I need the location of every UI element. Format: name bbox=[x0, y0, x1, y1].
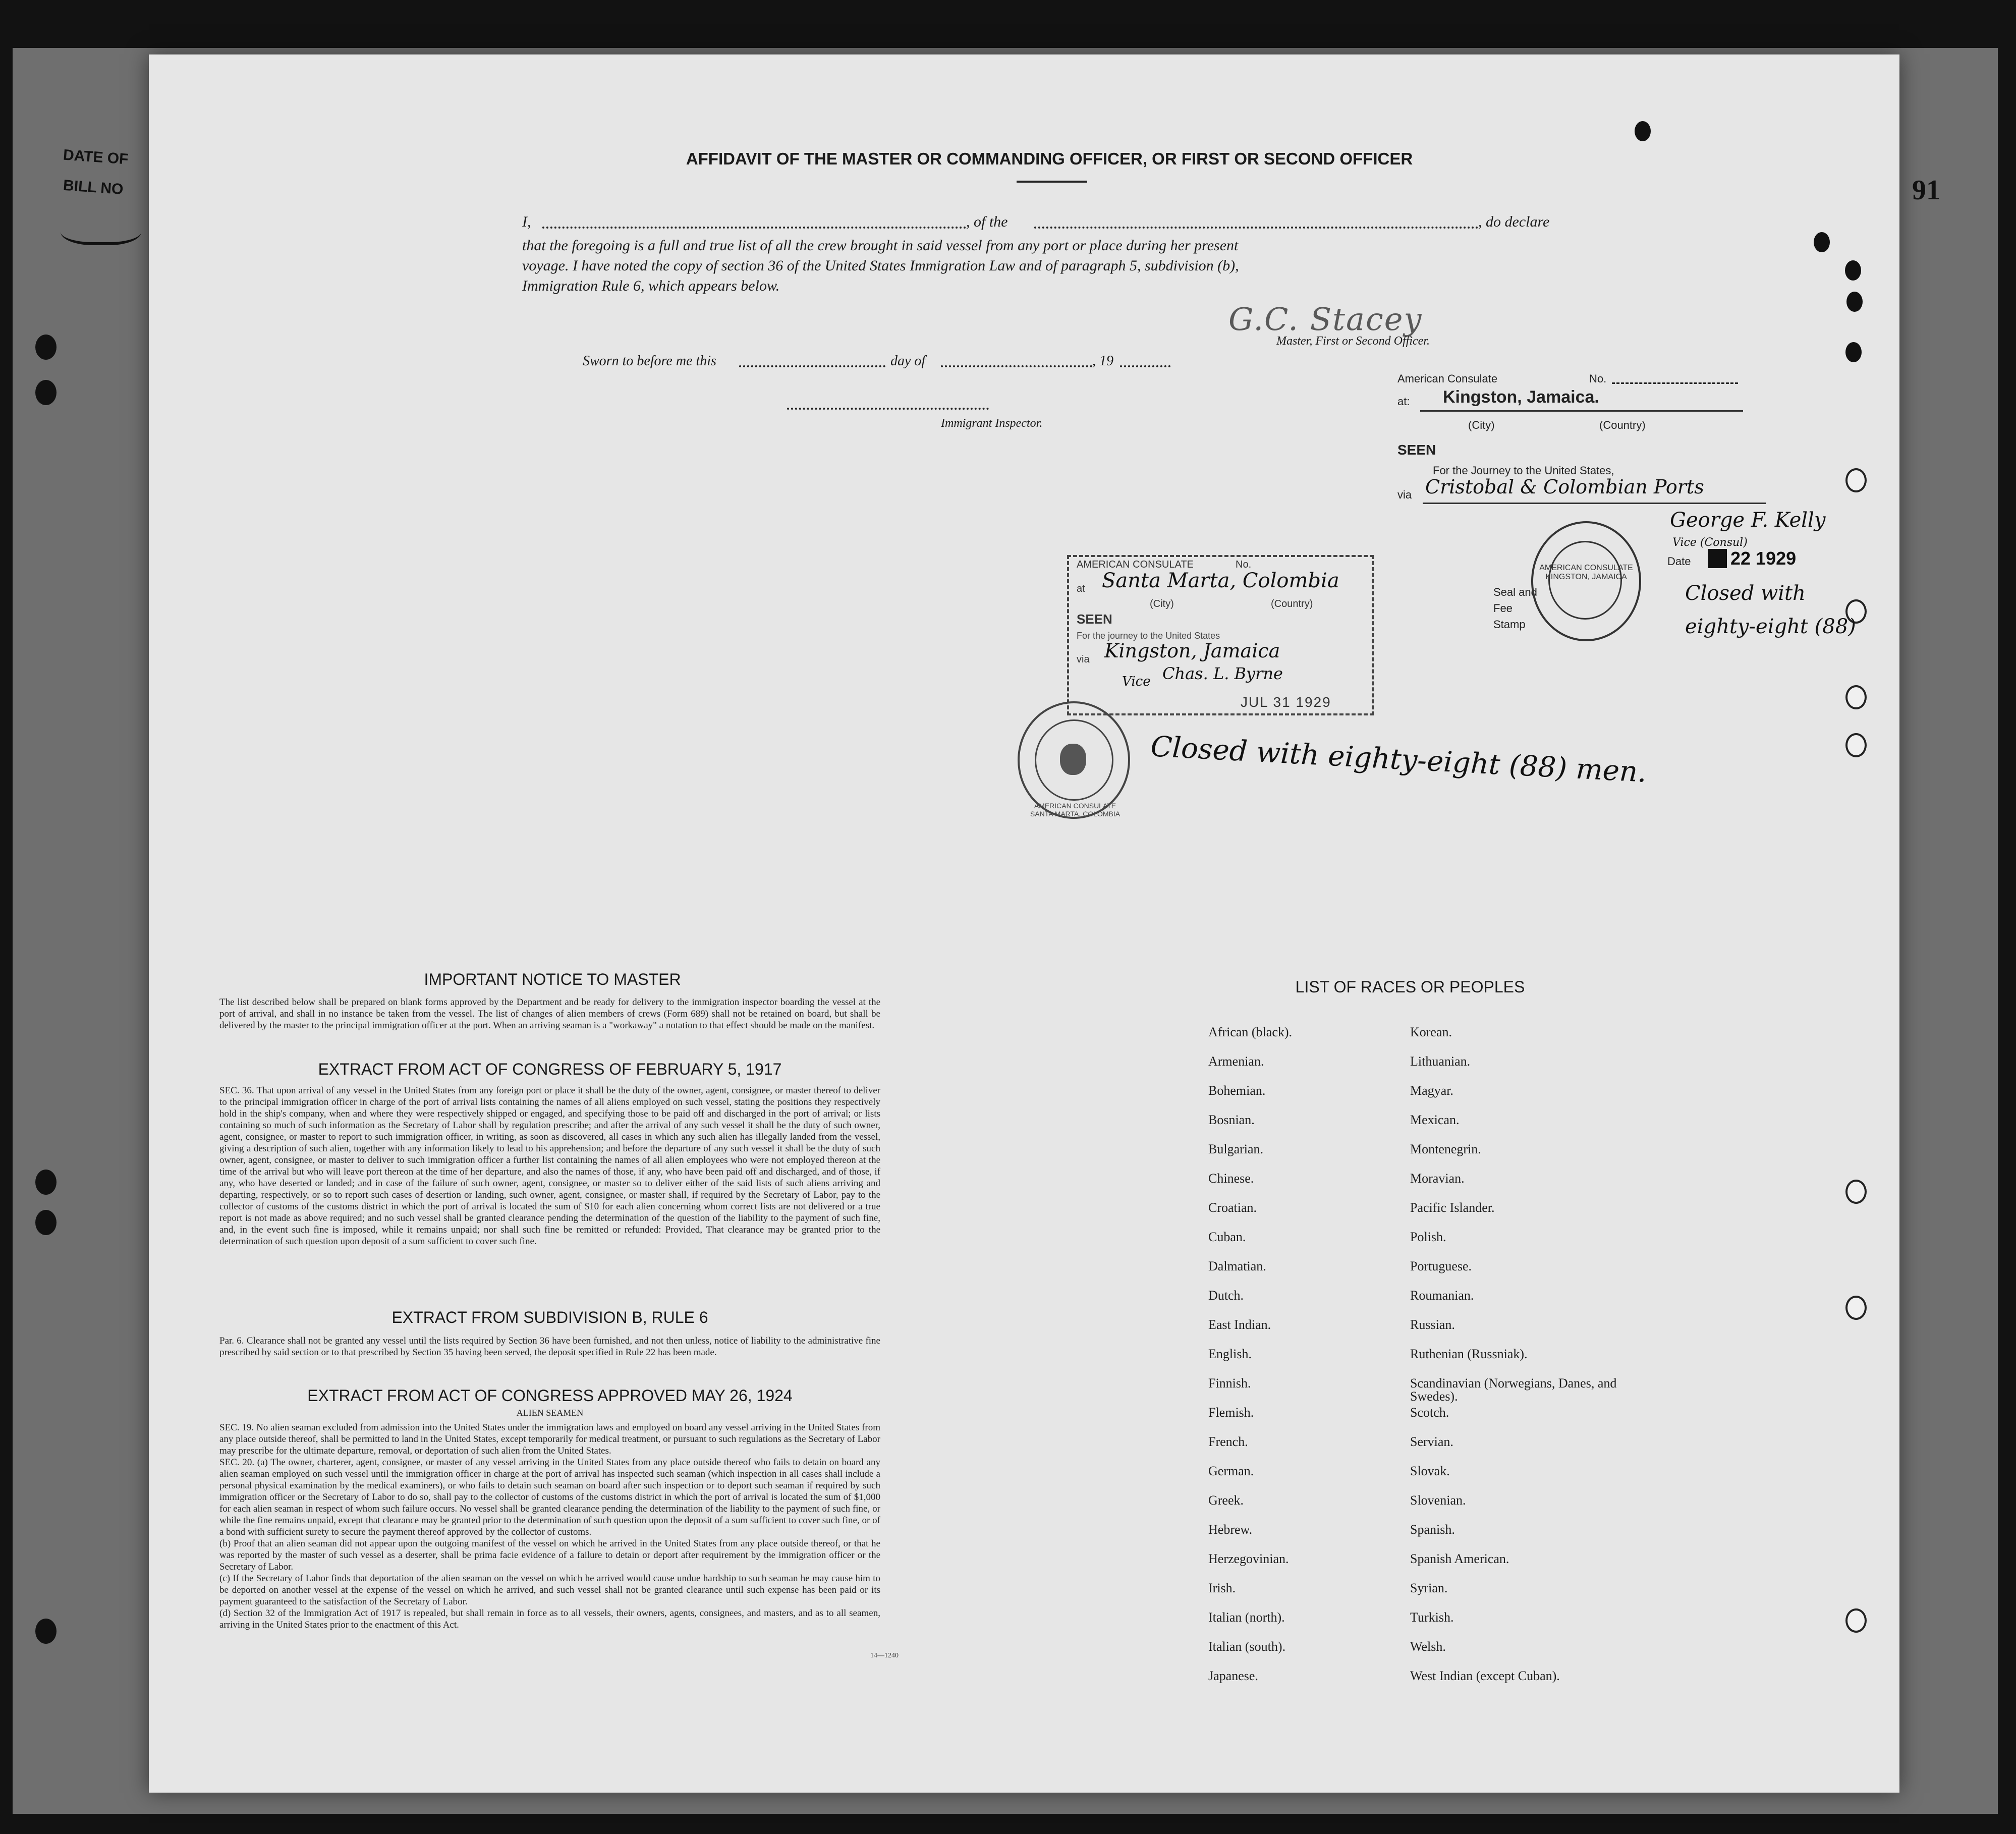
race-entry: Montenegrin. bbox=[1410, 1142, 1481, 1156]
affidavit-line-3: voyage. I have noted the copy of section 36 of the United States Immigration Law and of paragraph 5, subdivision (b), bbox=[522, 257, 1239, 274]
extract-1917-title: EXTRACT FROM ACT OF CONGRESS OF FEBRUARY 5, 1917 bbox=[318, 1060, 782, 1078]
extract-1924-sec20d: (d) Section 32 of the Immigration Act of 1917 is repealed, but shall remain in force as to all vessels, their owners, agents, consignees, and masters, and as to all seamen, arriving in the United States prior to the enactment of this Act. bbox=[219, 1608, 880, 1630]
kingston-place-rule bbox=[1420, 410, 1743, 412]
kingston-via-route: Cristobal & Colombian Ports bbox=[1425, 476, 1704, 498]
race-entry: Welsh. bbox=[1410, 1639, 1446, 1654]
santa-marta-no: No. bbox=[1236, 559, 1252, 570]
kingston-no-blank bbox=[1612, 382, 1738, 384]
binder-ring bbox=[1845, 1296, 1867, 1320]
binder-hole bbox=[1845, 342, 1862, 362]
race-entry: Polish. bbox=[1410, 1230, 1446, 1244]
extract-1924-sec20c: (c) If the Secretary of Labor finds that deportation of the alien seaman on the vessel on which he arrived would cause undue hardship to such seaman he may cause him to be deported on another vessel at the expense of the vessel on which he arrived, and such vessel shall not be granted clearance until such expense has been paid or its payment guaranteed to the satisfaction of the Secretary of Labor. bbox=[219, 1573, 880, 1607]
kingston-seal-text: AMERICAN CONSULATE KINGSTON, JAMAICA bbox=[1539, 564, 1633, 581]
kingston-date-value: 22 1929 bbox=[1730, 548, 1797, 569]
race-entry: Cuban. bbox=[1208, 1230, 1246, 1244]
margin-bill-no: BILL NO bbox=[63, 177, 124, 198]
race-entry: Scandinavian (Norwegians, Danes, and Swedes). bbox=[1410, 1376, 1617, 1404]
sworn-line bbox=[583, 353, 1218, 373]
santa-marta-seal-eagle bbox=[1060, 744, 1086, 775]
santa-marta-journey: For the journey to the United States bbox=[1077, 631, 1220, 641]
binder-hole bbox=[35, 1619, 57, 1644]
vessel-name-blank bbox=[1034, 227, 1478, 229]
sworn-day-label: day of bbox=[890, 353, 926, 369]
binder-hole bbox=[35, 335, 57, 360]
manifest-page bbox=[149, 54, 1899, 1793]
race-entry: Dutch. bbox=[1208, 1288, 1244, 1303]
race-entry: Japanese. bbox=[1208, 1669, 1258, 1683]
race-entry: Italian (north). bbox=[1208, 1610, 1285, 1625]
sworn-day-blank bbox=[739, 365, 885, 367]
sworn-prefix: Sworn to before me this bbox=[583, 353, 716, 369]
race-entry: Bulgarian. bbox=[1208, 1142, 1264, 1156]
race-entry: African (black). bbox=[1208, 1025, 1293, 1039]
races-title: LIST OF RACES OR PEOPLES bbox=[1295, 978, 1525, 996]
races-column-1 bbox=[1208, 1026, 1400, 1699]
line1-mid: , of the bbox=[966, 213, 1008, 230]
kingston-at: at: bbox=[1397, 395, 1410, 408]
race-entry: Croatian. bbox=[1208, 1200, 1257, 1215]
signature-caption: Master, First or Second Officer. bbox=[1276, 335, 1430, 348]
santa-marta-consul-signature: Chas. L. Byrne bbox=[1162, 664, 1283, 683]
santa-marta-consulate-seal bbox=[1018, 701, 1130, 819]
page-number: 91 bbox=[1912, 175, 1940, 206]
santa-marta-closed-note: Closed with eighty-eight (88) men. bbox=[1149, 730, 1648, 789]
santa-marta-american-consulate: AMERICAN CONSULATE bbox=[1077, 559, 1194, 570]
master-signature: G.C. Stacey bbox=[1228, 301, 1423, 338]
race-entry: Mexican. bbox=[1410, 1113, 1460, 1127]
extract-1924-sec20b: (b) Proof that an alien seaman did not appear upon the outgoing manifest of the vessel on which he arrived in the United States from any place outside thereof, or that he was reported by the master of such vessel as a deserter, shall be prima facie evidence of a failure to detain or deport after requirement by the immigration officer or the Secretary of Labor. bbox=[219, 1538, 880, 1572]
race-entry: Bosnian. bbox=[1208, 1113, 1255, 1127]
race-entry: Korean. bbox=[1410, 1025, 1452, 1039]
race-entry: Armenian. bbox=[1208, 1054, 1264, 1069]
race-entry: Scotch. bbox=[1410, 1405, 1449, 1420]
race-entry: Lithuanian. bbox=[1410, 1054, 1471, 1069]
race-entry: French. bbox=[1208, 1434, 1248, 1449]
santa-marta-date-stamp: JUL 31 1929 bbox=[1241, 694, 1331, 710]
kingston-via: via bbox=[1397, 488, 1412, 501]
race-entry: Slovak. bbox=[1410, 1464, 1450, 1478]
form-number: 14—1240 bbox=[870, 1652, 899, 1659]
race-entry: Roumanian. bbox=[1410, 1288, 1474, 1303]
race-entry: Herzegovinian. bbox=[1208, 1551, 1289, 1566]
race-entry: Chinese. bbox=[1208, 1171, 1254, 1186]
race-entry: Bohemian. bbox=[1208, 1083, 1266, 1098]
extract-rule6-title: EXTRACT FROM SUBDIVISION B, RULE 6 bbox=[391, 1308, 708, 1326]
declarant-name-blank bbox=[542, 227, 966, 229]
santa-marta-via: via bbox=[1077, 654, 1090, 665]
race-entry: Pacific Islander. bbox=[1410, 1200, 1495, 1215]
kingston-date-label: Date bbox=[1667, 555, 1691, 568]
race-entry: Greek. bbox=[1208, 1493, 1244, 1508]
race-entry: Moravian. bbox=[1410, 1171, 1465, 1186]
race-entry: Portuguese. bbox=[1410, 1259, 1472, 1273]
extract-1924-title: EXTRACT FROM ACT OF CONGRESS APPROVED MAY 26, 1924 bbox=[307, 1386, 793, 1405]
santa-marta-at: at bbox=[1077, 583, 1085, 594]
sworn-year: , 19 bbox=[1092, 353, 1113, 369]
binder-hole bbox=[1846, 292, 1863, 312]
kingston-journey: For the Journey to the United States, bbox=[1433, 464, 1614, 477]
kingston-closed-note: Closed with eighty-eight (88) bbox=[1685, 582, 1856, 638]
extract-1917-body: SEC. 36. That upon arrival of any vessel in the United States from any foreign port or place it shall be the duty of the owner, agent, consignee, or master thereof to deliver to the principal immigration officer in charge of the port of arrival lists containing the names of all aliens employed on such vessel, stating the positions they respectively hold in the ship's company, when and where they were respectively shipped or engaged, and specifying those to be paid off and discharged in the port of arrival; or lists containing so much of such information as the Secretary of Labor shall by regulation prescribe; and after the arrival of any such vessel it shall be the duty of such owner, agent, consignee, or master to report to such immigration officer, in writing, as soon as discovered, all cases in which any such alien has illegally landed from the vessel, giving a description of such alien, together with any information likely to lead to his apprehension; and before the departure of any such vessel it shall be the duty of such owner, agent, consignee, or master to deliver to such immigration officer a further list containing the names of all alien employees who were not employed thereon at the time of the arrival but who will leave port thereon at the time of her departure, and also the names of those, if any, who have been paid off and discharged, and of those, if any, who have deserted or landed; and in case of the failure of such owner, agent, consignee, or master so to deliver either of the said lists of such aliens arriving and departing, respectively, or so to report such cases of desertion or landing, such owner, agent, consignee, or master shall, if required by the Secretary of Labor, pay to the collector of customs of the customs district in which the port of arrival is located the sum of $10 for each alien concerning whom correct lists are not delivered or a true report is not made as above required; and no such vessel shall be granted clearance pending the determination of the question of the liability to the payment of such fine, and, in the event such fine is imposed, while it remains unpaid; nor shall such fine be remitted or refunded: Provided, That clearance may be granted prior to the determination of such question upon deposit of a sum sufficient to cover such fine. bbox=[219, 1085, 880, 1247]
binder-ring bbox=[1845, 1608, 1867, 1633]
kingston-consul-signature: George F. Kelly bbox=[1670, 509, 1826, 532]
santa-marta-via-route: Kingston, Jamaica bbox=[1104, 640, 1280, 662]
santa-marta-consulate-stamp bbox=[1067, 555, 1374, 715]
line1-prefix: I, bbox=[522, 213, 531, 230]
race-entry: Slovenian. bbox=[1410, 1493, 1466, 1508]
race-entry: Ruthenian (Russniak). bbox=[1410, 1347, 1528, 1361]
santa-marta-place: Santa Marta, Colombia bbox=[1102, 569, 1339, 592]
sworn-month-blank bbox=[941, 365, 1092, 367]
notice-body: The list described below shall be prepared on blank forms approved by the Department and be ready for delivery to the immigration inspector boarding the vessel at the port of arrival, and shall in no instance be taken from the vessel. The list of changes of alien members of crews (Form 689) shall not be retained on board, but shall be delivered by the master to the principal immigration officer at the port. When an arriving seaman is a "workaway" a notation to that effect should be made on the manifest. bbox=[219, 997, 880, 1031]
kingston-seal-fee-stamp: Seal and Fee Stamp bbox=[1493, 586, 1537, 631]
binder-hole bbox=[1635, 121, 1651, 141]
race-entry: Finnish. bbox=[1208, 1376, 1251, 1391]
santa-marta-vice-consul: Vice bbox=[1122, 674, 1151, 689]
race-entry: Hebrew. bbox=[1208, 1522, 1253, 1537]
kingston-seen: SEEN bbox=[1397, 442, 1436, 458]
inspector-signature-blank bbox=[787, 408, 989, 410]
race-entry: German. bbox=[1208, 1464, 1254, 1478]
binder-hole bbox=[35, 1210, 57, 1235]
binder-hole bbox=[1845, 260, 1861, 281]
title-rule bbox=[1017, 181, 1087, 183]
race-entry: Dalmatian. bbox=[1208, 1259, 1266, 1273]
binder-ring bbox=[1845, 1180, 1867, 1204]
kingston-date-blot bbox=[1708, 549, 1727, 568]
kingston-vice-consul: Vice (Consul) bbox=[1672, 536, 1748, 549]
races-column-2 bbox=[1410, 1026, 1622, 1699]
race-entry: Syrian. bbox=[1410, 1581, 1448, 1595]
notice-title: IMPORTANT NOTICE TO MASTER bbox=[424, 970, 681, 988]
extract-1924-subtitle: ALIEN SEAMEN bbox=[516, 1408, 584, 1418]
race-entry: East Indian. bbox=[1208, 1317, 1271, 1332]
affidavit-line-1 bbox=[522, 213, 1657, 234]
extract-rule6-body: Par. 6. Clearance shall not be granted any vessel until the lists required by Section 36 have been furnished, and not then unless, notice of liability to the administrative fine prescribed by said section or to that prescribed by Section 35 having been served, the deposit specified in Rule 22 has been made. bbox=[219, 1336, 880, 1358]
race-entry: West Indian (except Cuban). bbox=[1410, 1669, 1560, 1683]
margin-scribble bbox=[61, 212, 141, 245]
race-entry: Italian (south). bbox=[1208, 1639, 1286, 1654]
kingston-no: No. bbox=[1589, 372, 1607, 385]
santa-marta-country: (Country) bbox=[1271, 598, 1313, 609]
race-entry: Irish. bbox=[1208, 1581, 1236, 1595]
race-entry: English. bbox=[1208, 1347, 1252, 1361]
line1-suffix: , do declare bbox=[1478, 213, 1550, 230]
binder-hole bbox=[1814, 232, 1830, 252]
binder-hole bbox=[35, 380, 57, 405]
extract-1924-body bbox=[219, 1422, 880, 1631]
kingston-consulate-seal bbox=[1531, 521, 1641, 641]
kingston-city: (City) bbox=[1468, 419, 1495, 431]
race-entry: Magyar. bbox=[1410, 1083, 1453, 1098]
kingston-consulate-stamp bbox=[1397, 372, 1856, 705]
race-entry: Turkish. bbox=[1410, 1610, 1454, 1625]
binder-ring bbox=[1845, 733, 1867, 757]
inspector-caption: Immigrant Inspector. bbox=[941, 417, 1043, 430]
kingston-country: (Country) bbox=[1599, 419, 1646, 431]
kingston-place: Kingston, Jamaica. bbox=[1443, 387, 1599, 407]
affidavit-title: AFFIDAVIT OF THE MASTER OR COMMANDING OFFICER, OR FIRST OR SECOND OFFICER bbox=[686, 149, 1413, 168]
race-entry: Spanish. bbox=[1410, 1522, 1455, 1537]
kingston-american-consulate: American Consulate bbox=[1397, 372, 1498, 385]
kingston-via-rule bbox=[1423, 503, 1766, 504]
santa-marta-seen: SEEN bbox=[1077, 612, 1112, 627]
race-entry: Spanish American. bbox=[1410, 1551, 1509, 1566]
binder-hole bbox=[35, 1170, 57, 1195]
race-entry: Servian. bbox=[1410, 1434, 1453, 1449]
affidavit-line-2: that the foregoing is a full and true list of all the crew brought in said vessel from any port or place during her present bbox=[522, 237, 1239, 254]
affidavit-line-4: Immigration Rule 6, which appears below. bbox=[522, 277, 780, 294]
santa-marta-seal-text: AMERICAN CONSULATE SANTA MARTA, COLOMBIA bbox=[1030, 802, 1121, 818]
extract-1924-sec20a: SEC. 20. (a) The owner, charterer, agent, consignee, or master of any vessel arriving in the United States from any place outside thereof who fails to detain on board any alien seaman employed on such vessel until the immigration officer in charge at the port of arrival has inspected such seaman (which inspection in all cases shall include a personal physical examination by the medical examiners), or who fails to detain such seaman on board after such inspection or to deport such seaman if required by such immigration officer or the Secretary of Labor to do so, shall pay to the collector of customs of the customs district in which the port of arrival is located the sum of $1,000 for each alien seaman in respect of whom such failure occurs. No vessel shall be granted clearance pending the determination of the liability to the payment of such fine, or while the fine remains unpaid, except that clearance may be granted prior to the determination of such question upon the deposit of a sum sufficient to cover such fine, or of a bond with sufficient surety to secure the payment thereof approved by the collector of customs. bbox=[219, 1457, 880, 1537]
santa-marta-city: (City) bbox=[1150, 598, 1174, 609]
margin-date-of: DATE OF bbox=[63, 146, 129, 168]
race-entry: Flemish. bbox=[1208, 1405, 1254, 1420]
extract-1924-sec19: SEC. 19. No alien seaman excluded from admission into the United States under the immigration laws and employed on board any vessel arriving in the United States from any place outside thereof, shall be permitted to land in the United States, except temporarily for medical treatment, or pursuant to such regulations as the Secretary of Labor may prescribe for the ultimate departure, removal, or deportation of such alien from the United States. bbox=[219, 1422, 880, 1456]
sworn-year-blank bbox=[1120, 365, 1170, 367]
race-entry: Russian. bbox=[1410, 1317, 1455, 1332]
